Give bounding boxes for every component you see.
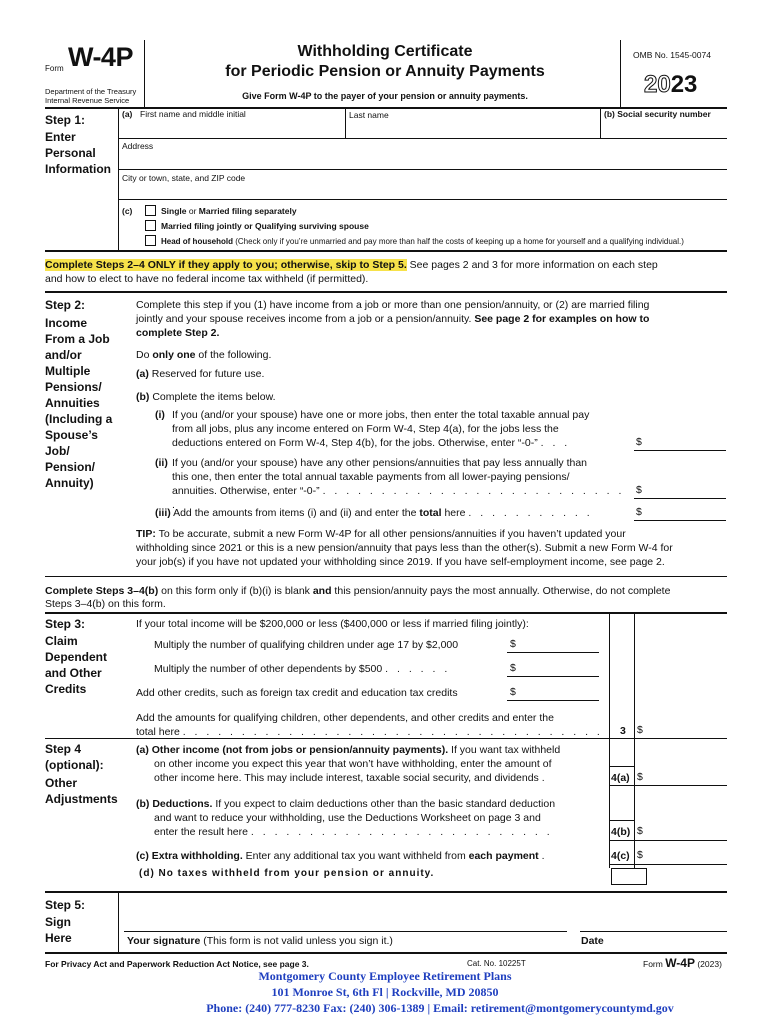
step3-other-credits-amount[interactable] — [507, 687, 599, 701]
city-field[interactable] — [122, 184, 722, 198]
address-label: Address — [122, 141, 154, 151]
step4-title: Step 4 — [45, 742, 82, 756]
step2-title: Step 2: — [45, 298, 86, 312]
last-name-label: Last name — [349, 110, 389, 120]
step2-b: (b) Complete the items below. — [136, 391, 276, 403]
step3-children-amount[interactable] — [507, 639, 599, 653]
last-name-field[interactable] — [349, 120, 597, 138]
step3-other-credits: Add other credits, such as foreign tax credit and education tax credits — [136, 687, 458, 699]
step2-bii-text: If you (and/or your spouse) have any other pensions/annuities that pay less annually than this one, then enter the total annual taxable payments from all lower-paying pensions/ annuities. Otherwise, enter “-0-” . . . . . . . . . . . . . . . . . . . . . . . . . . . — [172, 457, 625, 511]
step4d-checkbox[interactable] — [611, 868, 647, 885]
form-id: W-4P — [68, 42, 133, 72]
step4d-text: (d) No taxes withheld from your pension or annuity. — [139, 868, 435, 879]
first-name-label: First name and middle initial — [140, 109, 246, 119]
step5-title: Step 5: — [45, 898, 86, 912]
single-checkbox[interactable] — [145, 205, 156, 216]
title-line2: for Periodic Pension or Annuity Payments — [225, 63, 545, 80]
tax-year: 2023 — [644, 71, 698, 98]
step2-biii-text: (iii) Add the amounts from items (i) and (ii) and enter the total here . . . . . . . . . . . — [155, 507, 593, 519]
do-only-one: Do only one of the following. — [136, 349, 272, 361]
step3-other-dependents-amount[interactable] — [507, 663, 599, 677]
instruction: Give Form W-4P to the payer of your pension or annuity payments. — [242, 91, 528, 101]
step3-subtitle: Claim Dependent and Other Credits — [45, 634, 108, 696]
hoh-label: Head of household (Check only if you’re unmarried and pay more than half the costs of keeping up a home for yourself and a qualifying individual.) — [161, 237, 684, 246]
steps3-4-notice-line2: Steps 3–4(b) on this form. — [45, 598, 166, 610]
stamp-line1: Montgomery County Employee Retirement Plans — [258, 969, 512, 983]
step4a-amount[interactable] — [636, 769, 726, 785]
step4a-text: (a) Other income (not from jobs or pension/annuity payments). If you want tax withheld on other income you expect this year that won’t have withholding, enter the amount of other income here. This may include interest, taxable social security, and dividends . — [136, 744, 561, 784]
signature-label: Your signature (This form is not valid unless you sign it.) — [127, 935, 393, 947]
stamp-line3: Phone: (240) 777-8230 Fax: (240) 306-1389 | Email: retirement@montgomerycountymd.gov — [206, 1001, 674, 1015]
step4b-text: (b) Deductions. If you expect to claim deductions other than the basic standard deduction and want to reduce your withholding, use the Deductions Worksheet on page 3 and enter the result here . . . . . . . . . . . . . . . . . . . . . . . . . . — [136, 798, 556, 838]
stamp-line2: 101 Monroe St, 6th Fl | Rockville, MD 20850 — [271, 985, 499, 999]
step2-a: (a) Reserved for future use. — [136, 368, 265, 380]
step2-biii-amount[interactable] — [634, 507, 726, 521]
steps-notice: Complete Steps 2–4 ONLY if they apply to you; otherwise, skip to Step 5. See pages 2 and 3 for more information on each step — [45, 259, 658, 271]
footer-form-id: Form W-4P (2023) — [643, 956, 722, 970]
step1-title: Step 1: — [45, 113, 86, 127]
single-label: Single or Married filing separately — [161, 206, 297, 216]
address-field[interactable] — [122, 152, 722, 168]
mfj-label: Married filing jointly or Qualifying surviving spouse — [161, 221, 369, 231]
step3-intro: If your total income will be $200,000 or less ($400,000 or less if married filing jointly): — [136, 618, 529, 630]
mfj-checkbox[interactable] — [145, 220, 156, 231]
omb-number: OMB No. 1545-0074 — [633, 50, 711, 60]
step3-children: Multiply the number of qualifying children under age 17 by $2,000 — [154, 639, 459, 651]
steps-notice-line2: and how to elect to have no federal income tax withheld (if permitted). — [45, 273, 369, 285]
step5-subtitle: Sign Here — [45, 915, 72, 945]
step3-total-amount[interactable] — [636, 722, 726, 738]
step4b-amount[interactable] — [636, 823, 726, 839]
first-name-field[interactable] — [122, 120, 344, 138]
catalog-number: Cat. No. 10225T — [467, 959, 526, 968]
privacy-notice: For Privacy Act and Paperwork Reduction Act Notice, see page 3. — [45, 959, 309, 969]
steps3-4-notice: Complete Steps 3–4(b) on this form only if (b)(i) is blank and this pension/annuity pays the most annually. Otherwise, do not complete — [45, 585, 671, 597]
step2-intro: Complete this step if you (1) have income from a job or more than one pension/annuity, or (2) are married filing jointly and your spouse receives income from a job or a pension/annuity. See page 2 for examples on how to complete Step 2. — [136, 299, 650, 339]
step2-tip: TIP: To be accurate, submit a new Form W-4P for all other pensions/annuities if you haven’t updated your withholding since 2021 or this is a new pension/annuity that pays less than the other(s). Submit a new Form W-4 for your job(s) if you have not updated your withholding since 2019. If you have self-employment income, see page 2. — [136, 528, 673, 568]
date-field[interactable] — [580, 900, 726, 930]
step3-total: Add the amounts for qualifying children, other dependents, and other credits and enter the total here . . . . . . . . . . . . . . . . . . . . . . . . . . . . . . . . . . . . — [136, 712, 603, 738]
dept-line1: Department of the Treasury — [45, 87, 137, 96]
title-line1: Withholding Certificate — [297, 43, 473, 60]
step2-bi-text: If you (and/or your spouse) have one or more jobs, then enter the total taxable annual pay from all jobs, plus any income entered on Form W-4, Step 4(a), for the jobs less the deductions entered on Form W-4, Step 4(b), for the jobs. Otherwise, enter “-0-” . . . — [172, 409, 590, 449]
ssn-field[interactable] — [604, 120, 726, 138]
step4-subtitle: (optional): Other Adjustments — [45, 758, 118, 806]
dept-line2: Internal Revenue Service — [45, 96, 130, 105]
form-word: Form — [45, 64, 64, 73]
step2-bii-amount[interactable] — [634, 485, 726, 499]
step4c-amount[interactable] — [636, 847, 726, 863]
hoh-checkbox[interactable] — [145, 235, 156, 246]
city-label: City or town, state, and ZIP code — [122, 173, 246, 183]
step4c-text: (c) Extra withholding. Enter any additional tax you want withheld from each payment . — [136, 850, 548, 862]
step1-subtitle: Enter Personal Information — [45, 130, 111, 176]
step3-title: Step 3: — [45, 617, 86, 631]
step2-subtitle: Income From a Job and/or Multiple Pensions/ Annuities (Including a Spouse’s Job/ Pension/ Annuity) — [45, 316, 113, 490]
ssn-label: (b) Social security number — [604, 109, 711, 119]
step3-other-dependents: Multiply the number of other dependents by $500 . . . . . . — [154, 663, 451, 675]
date-label: Date — [581, 935, 604, 947]
step2-bi-amount[interactable] — [634, 437, 726, 451]
signature-field[interactable] — [124, 900, 564, 930]
